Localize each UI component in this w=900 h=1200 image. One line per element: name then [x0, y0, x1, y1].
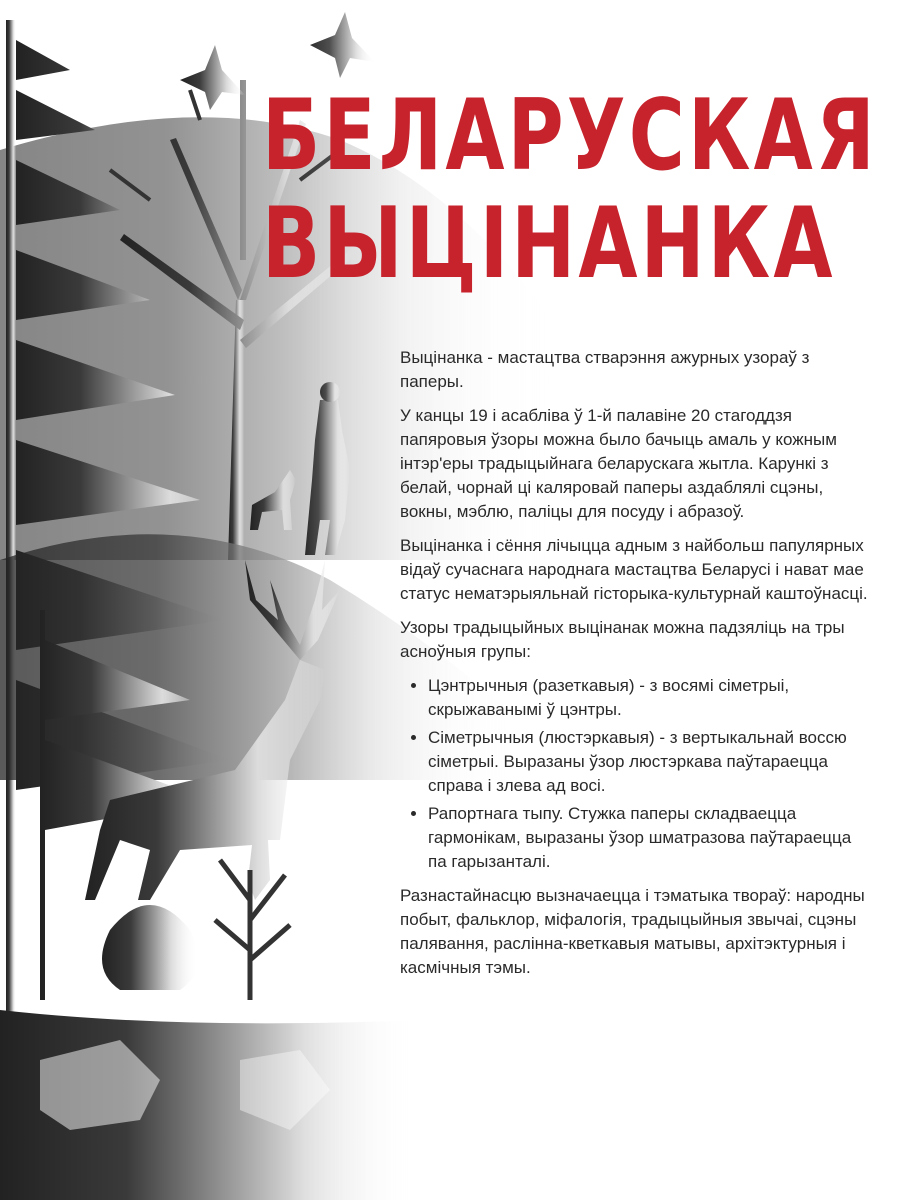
list-item: • Сіметрычныя (люстэркавыя) - з вертыкальнай воссю сіметрыі. Выразаны ўзор люстэркава паўтараецца справа і злева ад восі.	[428, 726, 870, 798]
paragraph-intro: Выцінанка - мастацтва стварэння ажурных узораў з паперы.	[400, 348, 810, 391]
paragraph-groups-intro: Узоры традыцыйных выцінанак можна падзяліць на тры асноўныя групы:	[400, 618, 845, 661]
list-item: • Рапортнага тыпу. Стужка паперы складваецца гармонікам, выразаны ўзор шматразова паўтараецца па гарызанталі.	[428, 802, 870, 874]
title-line-2: ВЫЦІНАНКА	[262, 187, 836, 301]
paragraph-history: У канцы 19 і асабліва ў 1-й палавіне 20 стагоддзя папяровыя ўзоры можна было бачыць амаль у кожным інтэр'еры традыцыйнага беларускага жытла. Карункі з белай, чорнай ці каляровай паперы аздаблялі сцэны, вокны, мэблю, паліцы для посуду і абразоў.	[400, 406, 837, 521]
groups-list	[400, 674, 870, 874]
paragraph-themes: Разнастайнасцю вызначаецца і тэматыка твораў: народны побыт, фальклор, міфалогія, традыцыйныя звычаі, сцэны палявання, раслінна-кветкавыя матывы, архітэктурныя і касмічныя тэмы.	[400, 886, 865, 977]
article-body	[400, 346, 870, 990]
title-line-1: БЕЛАРУСКАЯ	[262, 79, 878, 193]
page-title	[262, 79, 878, 301]
paragraph-status: Выцінанка і сёння лічыцца адным з найбольш папулярных відаў сучаснага народнага мастацтва Беларусі і нават мае статус нематэрыяльнай гісторыка-культурнай каштоўнасці.	[400, 536, 868, 603]
list-item: • Цэнтрычныя (разеткавыя) - з восямі сіметрыі, скрыжаванымі ў цэнтры.	[428, 674, 870, 722]
